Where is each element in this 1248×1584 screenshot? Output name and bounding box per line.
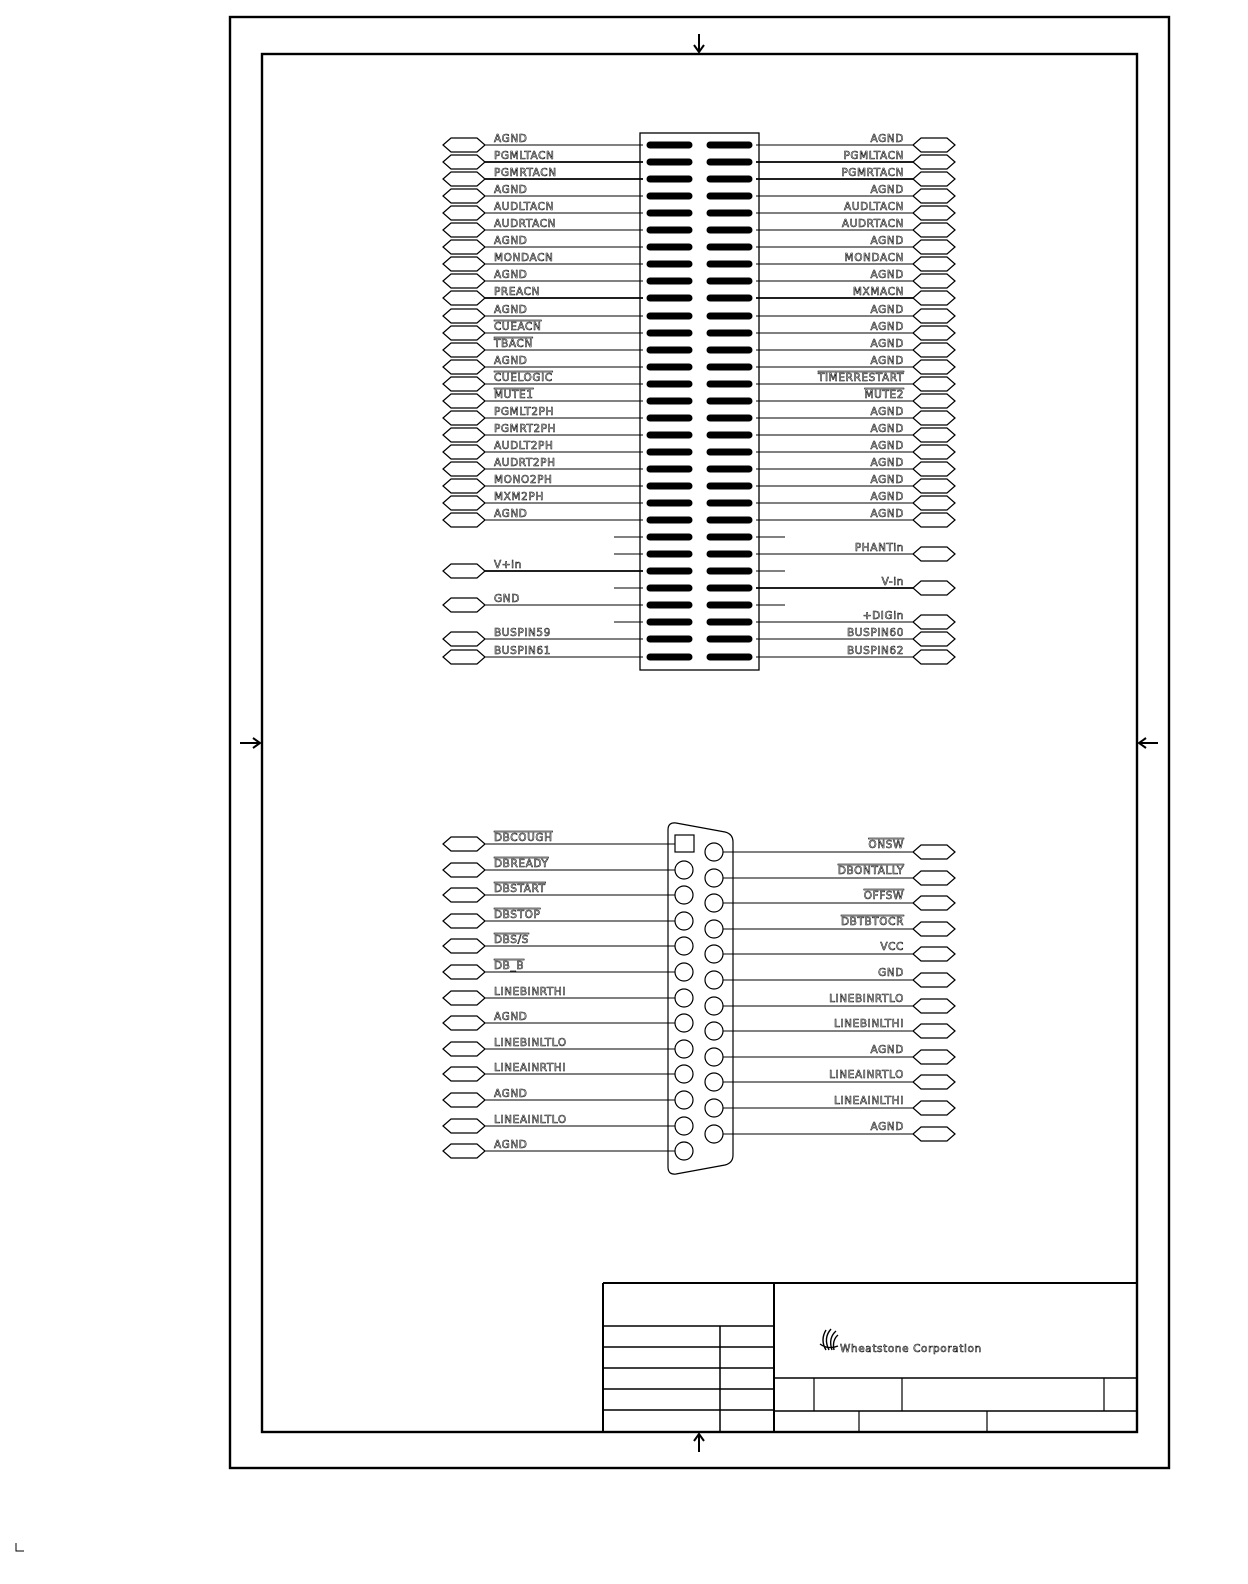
port-flag-left bbox=[443, 155, 485, 169]
db25-pin-circle bbox=[705, 1125, 723, 1143]
port-flag-left bbox=[443, 206, 485, 220]
pin-label-cueacn: CUEACN bbox=[494, 321, 542, 333]
company-name: Wheatstone Corporation bbox=[840, 1343, 982, 1355]
pin-label-dbontally: DBONTALLY bbox=[837, 865, 904, 877]
db25-pin-circle bbox=[705, 945, 723, 963]
port-flag-left bbox=[443, 172, 485, 186]
port-flag-left bbox=[443, 939, 485, 953]
port-flag-left bbox=[443, 462, 485, 476]
port-flag-left bbox=[443, 428, 485, 442]
pin-label-agnd: AGND bbox=[870, 321, 904, 333]
db25-pin-circle bbox=[705, 1048, 723, 1066]
port-flag-right bbox=[913, 155, 955, 169]
port-flag-right bbox=[913, 257, 955, 271]
db25-pins bbox=[443, 832, 955, 1160]
port-flag-left bbox=[443, 309, 485, 323]
pin-label-dbtbtocr: DBTBTOCR bbox=[840, 916, 904, 928]
pin-label-mxmacn: MXMACN bbox=[852, 286, 904, 298]
port-flag-left bbox=[443, 377, 485, 391]
pin-label-pgmlt2ph: PGMLT2PH bbox=[494, 406, 555, 418]
pin-label-agnd: AGND bbox=[870, 304, 904, 316]
port-flag-right bbox=[913, 947, 955, 961]
port-flag-left bbox=[443, 513, 485, 527]
port-flag-right bbox=[913, 496, 955, 510]
port-flag-right bbox=[913, 138, 955, 152]
port-flag-right bbox=[913, 189, 955, 203]
pin-label-agnd: AGND bbox=[494, 235, 528, 247]
pin-label-dbstart: DBSTART bbox=[494, 883, 546, 895]
port-flag-right bbox=[913, 1127, 955, 1141]
header-connector bbox=[443, 133, 955, 670]
port-flag-right bbox=[913, 922, 955, 936]
db25-connector bbox=[443, 823, 955, 1174]
port-flag-right bbox=[913, 1050, 955, 1064]
port-flag-left bbox=[443, 343, 485, 357]
port-flag-left bbox=[443, 445, 485, 459]
pin-label-agnd: AGND bbox=[870, 269, 904, 281]
pin-label-dbs-s: DBS/S bbox=[494, 934, 529, 946]
pin-label-buspin60: BUSPIN60 bbox=[847, 627, 904, 639]
port-flag-right bbox=[913, 240, 955, 254]
port-flag-right bbox=[913, 547, 955, 561]
pin-label-db-b: DB_B bbox=[494, 960, 525, 972]
pin-label-agnd: AGND bbox=[870, 508, 904, 520]
pin-label-pgmrt2ph: PGMRT2PH bbox=[494, 423, 557, 435]
port-flag-right bbox=[913, 896, 955, 910]
pin-label-audltacn: AUDLTACN bbox=[494, 201, 554, 213]
pin-label-lineainltlo: LINEAINLTLO bbox=[494, 1114, 567, 1126]
port-flag-left bbox=[443, 564, 485, 578]
pin-label-audrt2ph: AUDRT2PH bbox=[494, 457, 556, 469]
pin-label-lineainlthi: LINEAINLTHI bbox=[834, 1095, 904, 1107]
pin-label-linebinrthi: LINEBINRTHI bbox=[494, 986, 567, 998]
port-flag-left bbox=[443, 1042, 485, 1056]
port-flag-left bbox=[443, 598, 485, 612]
port-flag-right bbox=[913, 973, 955, 987]
port-flag-right bbox=[913, 411, 955, 425]
pin-label-pgmrtacn: PGMRTACN bbox=[841, 167, 904, 179]
pin-label-agnd: AGND bbox=[494, 1139, 528, 1151]
pin-label-mondacn: MONDACN bbox=[494, 252, 554, 264]
pin-label-v-in: V-in bbox=[881, 576, 904, 588]
db25-pin-circle bbox=[675, 1142, 693, 1160]
pin-label-agnd: AGND bbox=[870, 423, 904, 435]
pin-label-audrtacn: AUDRTACN bbox=[841, 218, 904, 230]
corner-mark bbox=[16, 1543, 24, 1551]
port-flag-left bbox=[443, 274, 485, 288]
pin-label-agnd: AGND bbox=[494, 133, 528, 145]
pin-label-buspin59: BUSPIN59 bbox=[494, 627, 551, 639]
port-flag-left bbox=[443, 479, 485, 493]
port-flag-left bbox=[443, 914, 485, 928]
pin-label-audrtacn: AUDRTACN bbox=[494, 218, 557, 230]
db25-pin-circle bbox=[675, 1091, 693, 1109]
pin-label-audlt2ph: AUDLT2PH bbox=[494, 440, 554, 452]
pin-label-offsw: OFFSW bbox=[863, 890, 904, 902]
db25-pin-circle bbox=[705, 894, 723, 912]
pin-label-linebinltlo: LINEBINLTLO bbox=[494, 1037, 567, 1049]
port-flag-right bbox=[913, 513, 955, 527]
port-flag-left bbox=[443, 650, 485, 664]
port-flag-right bbox=[913, 615, 955, 629]
port-flag-right bbox=[913, 1024, 955, 1038]
port-flag-right bbox=[913, 632, 955, 646]
pin-label-agnd: AGND bbox=[870, 474, 904, 486]
pin-label-lineainrtlo: LINEAINRTLO bbox=[829, 1069, 904, 1081]
pin-label-onsw: ONSW bbox=[868, 839, 904, 851]
port-flag-left bbox=[443, 326, 485, 340]
port-flag-left bbox=[443, 189, 485, 203]
pin-label-agnd: AGND bbox=[494, 1088, 528, 1100]
pin-label-agnd: AGND bbox=[494, 1011, 528, 1023]
pin-label-linebinrtlo: LINEBINRTLO bbox=[829, 993, 904, 1005]
port-flag-left bbox=[443, 291, 485, 305]
pin-label-linebinlthi: LINEBINLTHI bbox=[834, 1018, 904, 1030]
db25-pin-circle bbox=[675, 1040, 693, 1058]
port-flag-right bbox=[913, 309, 955, 323]
db25-pin-circle bbox=[675, 963, 693, 981]
pin-label-mono2ph: MONO2PH bbox=[494, 474, 553, 486]
port-flag-right bbox=[913, 223, 955, 237]
port-flag-left bbox=[443, 991, 485, 1005]
pin-label-agnd: AGND bbox=[494, 269, 528, 281]
pin-label-phantin: PHANTin bbox=[854, 542, 904, 554]
pin-label-audltacn: AUDLTACN bbox=[844, 201, 904, 213]
db25-pin-circle bbox=[705, 843, 723, 861]
port-flag-left bbox=[443, 1093, 485, 1107]
port-flag-right bbox=[913, 326, 955, 340]
db25-pin-circle bbox=[705, 1099, 723, 1117]
pin-label-pgmltacn: PGMLTACN bbox=[843, 150, 904, 162]
port-flag-right bbox=[913, 291, 955, 305]
port-flag-right bbox=[913, 343, 955, 357]
port-flag-right bbox=[913, 479, 955, 493]
title-block bbox=[603, 1283, 1137, 1432]
port-flag-right bbox=[913, 462, 955, 476]
pin-label-agnd: AGND bbox=[870, 184, 904, 196]
pin-label-tbacn: TBACN bbox=[494, 338, 533, 350]
pin-label-agnd: AGND bbox=[870, 1121, 904, 1133]
port-flag-left bbox=[443, 394, 485, 408]
port-flag-left bbox=[443, 965, 485, 979]
pin-label-pgmltacn: PGMLTACN bbox=[494, 150, 555, 162]
pin-label-agnd: AGND bbox=[494, 184, 528, 196]
pin-label-cuelogic: CUELOGIC bbox=[494, 372, 553, 384]
port-flag-right bbox=[913, 581, 955, 595]
port-flag-left bbox=[443, 1119, 485, 1133]
pin-label-agnd: AGND bbox=[870, 406, 904, 418]
pin-label-gnd: GND bbox=[494, 593, 520, 605]
db25-pin1-square bbox=[675, 835, 694, 852]
port-flag-left bbox=[443, 1144, 485, 1158]
pin-label-buspin62: BUSPIN62 bbox=[847, 645, 904, 657]
top-center-arrow-icon bbox=[694, 34, 704, 52]
db25-pin-circle bbox=[675, 861, 693, 879]
port-flag-right bbox=[913, 845, 955, 859]
pin-label-agnd: AGND bbox=[870, 457, 904, 469]
port-flag-left bbox=[443, 1067, 485, 1081]
db25-pin-circle bbox=[675, 937, 693, 955]
port-flag-left bbox=[443, 138, 485, 152]
port-flag-right bbox=[913, 999, 955, 1013]
port-flag-left bbox=[443, 223, 485, 237]
pin-label-timerrestart: TIMERRESTART bbox=[817, 372, 904, 384]
db25-pin-circle bbox=[705, 997, 723, 1015]
port-flag-right bbox=[913, 1101, 955, 1115]
pin-label-agnd: AGND bbox=[870, 440, 904, 452]
pin-label-mute1: MUTE1 bbox=[494, 389, 534, 401]
pin-label-preacn: PREACN bbox=[494, 286, 541, 298]
port-flag-right bbox=[913, 445, 955, 459]
pin-label-agnd: AGND bbox=[870, 235, 904, 247]
pin-label-mxm2ph: MXM2PH bbox=[494, 491, 544, 503]
pin-label-agnd: AGND bbox=[494, 508, 528, 520]
port-flag-right bbox=[913, 394, 955, 408]
pin-label-lineainrthi: LINEAINRTHI bbox=[494, 1062, 567, 1074]
pin-label-vcc: VCC bbox=[880, 941, 904, 953]
port-flag-left bbox=[443, 496, 485, 510]
db25-pin-circle bbox=[705, 920, 723, 938]
db25-pin-circle bbox=[675, 989, 693, 1007]
port-flag-left bbox=[443, 837, 485, 851]
db25-pin-circle bbox=[675, 886, 693, 904]
port-flag-left bbox=[443, 240, 485, 254]
db25-pin-circle bbox=[675, 912, 693, 930]
pin-label-mondacn: MONDACN bbox=[844, 252, 904, 264]
pin-label-agnd: AGND bbox=[494, 355, 528, 367]
port-flag-right bbox=[913, 360, 955, 374]
left-center-arrow-icon bbox=[240, 738, 260, 748]
port-flag-right bbox=[913, 1075, 955, 1089]
db25-pin-circle bbox=[705, 869, 723, 887]
pin-label-agnd: AGND bbox=[494, 304, 528, 316]
db25-pin-circle bbox=[675, 1065, 693, 1083]
port-flag-left bbox=[443, 257, 485, 271]
pin-label-digin: +DIGin bbox=[862, 610, 904, 622]
bottom-center-arrow-icon bbox=[694, 1434, 704, 1452]
pin-label-agnd: AGND bbox=[870, 355, 904, 367]
port-flag-left bbox=[443, 632, 485, 646]
pin-label-agnd: AGND bbox=[870, 338, 904, 350]
port-flag-right bbox=[913, 377, 955, 391]
pin-label-pgmrtacn: PGMRTACN bbox=[494, 167, 557, 179]
port-flag-left bbox=[443, 1016, 485, 1030]
db25-pin-circle bbox=[705, 1073, 723, 1091]
port-flag-right bbox=[913, 172, 955, 186]
pin-label-buspin61: BUSPIN61 bbox=[494, 645, 551, 657]
right-center-arrow-icon bbox=[1139, 738, 1158, 748]
port-flag-left bbox=[443, 863, 485, 877]
pin-label-agnd: AGND bbox=[870, 1044, 904, 1056]
pin-label-dbready: DBREADY bbox=[494, 858, 549, 870]
db25-pin-circle bbox=[705, 971, 723, 989]
inner-frame bbox=[262, 54, 1137, 1432]
pin-label-dbcough: DBCOUGH bbox=[494, 832, 553, 844]
pin-label-dbstop: DBSTOP bbox=[494, 909, 541, 921]
port-flag-left bbox=[443, 360, 485, 374]
port-flag-right bbox=[913, 871, 955, 885]
port-flag-right bbox=[913, 428, 955, 442]
pin-label-v-in: V+in bbox=[494, 559, 522, 571]
port-flag-left bbox=[443, 411, 485, 425]
pin-label-gnd: GND bbox=[878, 967, 904, 979]
port-flag-left bbox=[443, 888, 485, 902]
port-flag-right bbox=[913, 650, 955, 664]
wheat-logo-icon bbox=[820, 1329, 838, 1350]
port-flag-right bbox=[913, 274, 955, 288]
center-marks bbox=[240, 34, 1158, 1452]
pin-label-agnd: AGND bbox=[870, 491, 904, 503]
pin-label-mute2: MUTE2 bbox=[864, 389, 904, 401]
outer-frame bbox=[230, 17, 1169, 1468]
port-flag-right bbox=[913, 206, 955, 220]
pin-label-agnd: AGND bbox=[870, 133, 904, 145]
db25-pin-circle bbox=[675, 1117, 693, 1135]
db25-pin-circle bbox=[675, 1014, 693, 1032]
db25-pin-circle bbox=[705, 1022, 723, 1040]
header-pins bbox=[443, 133, 955, 664]
